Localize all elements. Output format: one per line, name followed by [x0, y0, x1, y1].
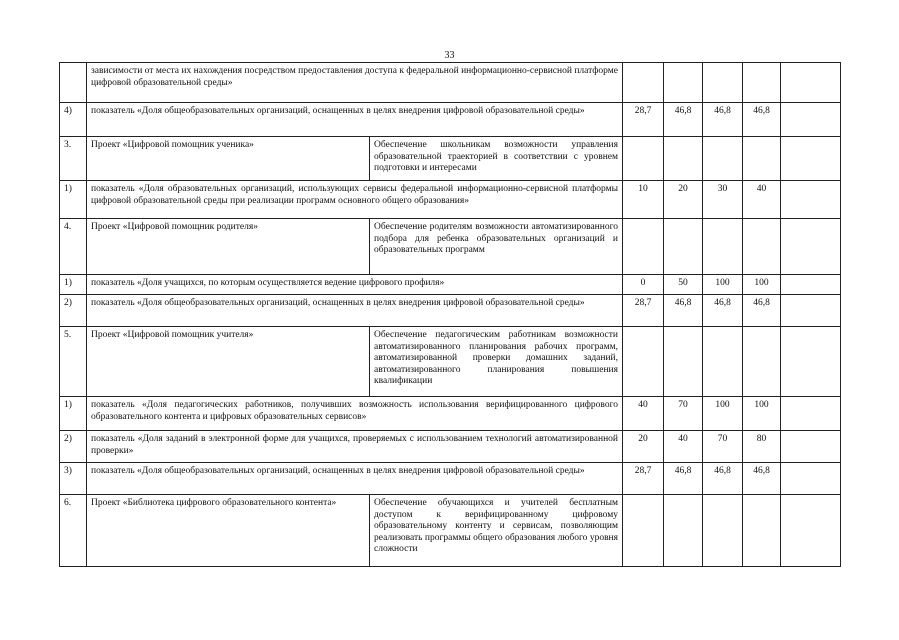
row-number: 1) — [60, 275, 87, 295]
value-cell: 50 — [664, 275, 703, 295]
value-cell — [664, 219, 703, 275]
value-cell: 28,7 — [623, 103, 664, 137]
value-cell — [743, 495, 781, 567]
value-cell — [623, 137, 664, 181]
indicator-row — [60, 103, 841, 137]
value-cell — [623, 495, 664, 567]
value-cell — [623, 219, 664, 275]
value-cell — [703, 495, 743, 567]
value-cell — [703, 219, 743, 275]
project-result: Обеспечение школьникам возможности управления образовательной траекторией в соответствии с уровнем подготовки и интересами — [370, 137, 623, 181]
extra-cell — [781, 327, 841, 397]
continued-text: зависимости от места их нахождения посредством предоставления доступа к федеральной информационно-сервисной платформе цифровой образовательной среды» — [87, 63, 623, 103]
project-title: Проект «Библиотека цифрового образовательного контента» — [87, 495, 370, 567]
indicator-text: показатель «Доля педагогических работников, получивших возможность использования верифицированного цифрового образовательного контента и цифровых образовательных сервисов» — [87, 397, 623, 431]
row-number: 1) — [60, 181, 87, 219]
project-row — [60, 495, 841, 567]
row-number — [60, 63, 87, 103]
extra-cell — [781, 63, 841, 103]
value-cell: 40 — [623, 397, 664, 431]
value-cell: 46,8 — [703, 295, 743, 327]
project-row — [60, 219, 841, 275]
value-cell: 70 — [664, 397, 703, 431]
value-cell — [703, 137, 743, 181]
extra-cell — [781, 137, 841, 181]
indicator-text: показатель «Доля общеобразовательных организаций, оснащенных в целях внедрения цифровой образовательной среды» — [87, 295, 623, 327]
value-cell: 46,8 — [743, 463, 781, 495]
extra-cell — [781, 275, 841, 295]
project-result: Обеспечение педагогическим работникам возможности автоматизированного планирования рабочих программ, автоматизированной проверки домашних заданий, автоматизированного планирования повышения квалификации — [370, 327, 623, 397]
indicator-text: показатель «Доля учащихся, по которым осуществляется ведение цифрового профиля» — [87, 275, 623, 295]
row-number: 4) — [60, 103, 87, 137]
value-cell: 0 — [623, 275, 664, 295]
program-table — [59, 62, 841, 567]
project-title: Проект «Цифровой помощник учителя» — [87, 327, 370, 397]
project-row — [60, 327, 841, 397]
row-number: 6. — [60, 495, 87, 567]
value-cell — [743, 137, 781, 181]
value-cell — [664, 495, 703, 567]
value-cell: 46,8 — [743, 103, 781, 137]
indicator-row — [60, 397, 841, 431]
value-cell: 46,8 — [664, 295, 703, 327]
value-cell: 100 — [743, 275, 781, 295]
row-number: 1) — [60, 397, 87, 431]
value-cell — [743, 63, 781, 103]
value-cell: 46,8 — [703, 463, 743, 495]
value-cell — [623, 327, 664, 397]
indicator-text: показатель «Доля образовательных организаций, использующих сервисы федеральной информационно-сервисной платформы цифровой образовательной среды при реализации программ основного общего образования» — [87, 181, 623, 219]
extra-cell — [781, 495, 841, 567]
value-cell: 80 — [743, 431, 781, 463]
value-cell: 10 — [623, 181, 664, 219]
row-number: 2) — [60, 295, 87, 327]
value-cell — [664, 137, 703, 181]
indicator-row — [60, 63, 841, 103]
value-cell: 30 — [703, 181, 743, 219]
row-number: 4. — [60, 219, 87, 275]
project-result: Обеспечение обучающихся и учителей бесплатным доступом к верифицированному цифровому образовательному контенту и сервисам, позволяющим реализовать программы общего образования любого уровня сложности — [370, 495, 623, 567]
indicator-text: показатель «Доля общеобразовательных организаций, оснащенных в целях внедрения цифровой образовательной среды» — [87, 463, 623, 495]
indicator-row — [60, 431, 841, 463]
extra-cell — [781, 181, 841, 219]
row-number: 3) — [60, 463, 87, 495]
indicator-row — [60, 463, 841, 495]
indicator-text: показатель «Доля заданий в электронной форме для учащихся, проверяемых с использованием технологий автоматизированной проверки» — [87, 431, 623, 463]
value-cell: 46,8 — [664, 463, 703, 495]
value-cell: 40 — [743, 181, 781, 219]
value-cell: 46,8 — [743, 295, 781, 327]
project-title: Проект «Цифровой помощник ученика» — [87, 137, 370, 181]
project-result: Обеспечение родителям возможности автоматизированного подбора для ребенка образовательных организаций и образовательных программ — [370, 219, 623, 275]
value-cell — [743, 327, 781, 397]
value-cell: 100 — [703, 275, 743, 295]
indicator-row — [60, 295, 841, 327]
value-cell — [664, 63, 703, 103]
indicator-row — [60, 181, 841, 219]
value-cell: 20 — [623, 431, 664, 463]
value-cell: 100 — [703, 397, 743, 431]
indicator-text: показатель «Доля общеобразовательных организаций, оснащенных в целях внедрения цифровой образовательной среды» — [87, 103, 623, 137]
project-title: Проект «Цифровой помощник родителя» — [87, 219, 370, 275]
indicator-row — [60, 275, 841, 295]
row-number: 2) — [60, 431, 87, 463]
extra-cell — [781, 397, 841, 431]
value-cell — [743, 219, 781, 275]
value-cell: 100 — [743, 397, 781, 431]
extra-cell — [781, 431, 841, 463]
row-number: 3. — [60, 137, 87, 181]
extra-cell — [781, 103, 841, 137]
value-cell: 46,8 — [703, 103, 743, 137]
page-number: 33 — [444, 50, 455, 61]
row-number: 5. — [60, 327, 87, 397]
value-cell: 70 — [703, 431, 743, 463]
value-cell: 28,7 — [623, 463, 664, 495]
extra-cell — [781, 295, 841, 327]
value-cell: 40 — [664, 431, 703, 463]
project-row — [60, 137, 841, 181]
value-cell — [703, 327, 743, 397]
extra-cell — [781, 463, 841, 495]
value-cell: 28,7 — [623, 295, 664, 327]
value-cell: 46,8 — [664, 103, 703, 137]
value-cell: 20 — [664, 181, 703, 219]
value-cell — [623, 63, 664, 103]
value-cell — [664, 327, 703, 397]
value-cell — [703, 63, 743, 103]
extra-cell — [781, 219, 841, 275]
